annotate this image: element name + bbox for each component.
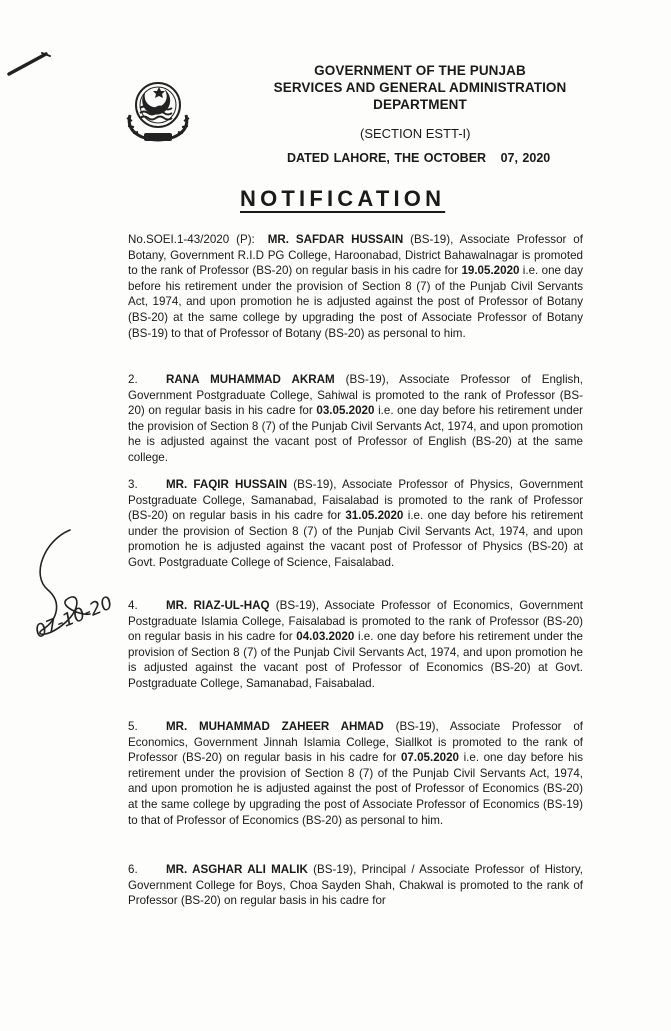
paragraph-text: (BS-19), Principal / Associate Professor of History, Government College for Boys, Choa Sayden Shah, Chakwal is promoted to the rank of Professor (BS-20) on regular basis in his cadre for (128, 863, 583, 908)
header-line-1: GOVERNMENT OF THE PUNJAB (314, 63, 526, 78)
paragraph-number: 6. (128, 863, 138, 876)
section-label: (SECTION ESTT-I) (360, 126, 471, 141)
paragraph-number: 2. (128, 373, 138, 386)
promotion-date: 07.05.2020 (400, 751, 460, 765)
paragraph-6 (128, 862, 583, 909)
paragraph-number: 4. (128, 599, 138, 612)
officer-name: MR. FAQIR HUSSAIN (166, 478, 288, 491)
dated-prefix: DATED LAHORE, THE OCTOBER (287, 151, 487, 165)
paragraph-5 (128, 719, 583, 828)
paragraph-text: i.e. one day before his retirement under the provision of Section 8 (7) of the Punjab Civil Servants Act, 1974, and upon promotion he is adjusted against the vacant post of Professor of Physics (BS-20) at Govt. Postgraduate College of Science, Faisalabad. (128, 509, 583, 569)
paragraph-text: (BS-19), Associate Professor of Botany, Government R.I.D PG College, Haroonabad, District Bahawalnagar is promoted to the rank of Professor (BS-20) on regular basis in his cadre for (128, 233, 583, 278)
promotion-date: 19.05.2020 (461, 264, 520, 278)
promotion-date: 03.05.2020 (316, 404, 375, 418)
officer-name: MR. SAFDAR HUSSAIN (267, 233, 404, 246)
paragraph-text: i.e. one day before his retirement under the provision of Section 8 (7) of the Punjab Civil Servants Act, 1974, and upon promotion he is adjusted against the post of Professor of Botany (BS-20) at the same college by upgrading the post of Associate Professor of Botany (BS-19) to that of Professor of Botany (BS-20) as personal to him. (128, 264, 583, 340)
paragraph-text: i.e. one day before his retirement under the provision of Section 8 (7) of the Punjab Civil Servants Act, 1974, and upon promotion he is adjusted against the vacant post of Professor of English (BS-20) at the same college. (128, 404, 584, 464)
promotion-date: 04.03.2020 (296, 630, 355, 644)
paragraph-text: (BS-19), Associate Professor of English, Government Postgraduate College, Sahiwal is promoted to the rank of Professor (BS-20) on regular basis in his cadre for (128, 373, 583, 418)
reference-number: No.SOEI.1-43/2020 (P): (128, 233, 255, 246)
paragraph-text: i.e. one day before his retirement under the provision of Section 8 (7) of the Punjab Civil Servants Act, 1974, and upon promotion he is adjusted against the post of Professor of Economics (BS-20) at the same college by upgrading the post of Associate Professor of Economics (BS-19) to that of Professor of Economics (BS-20) as personal to him. (128, 751, 583, 827)
paragraph-text: (BS-19), Associate Professor of Physics, Government Postgraduate College, Samanabad, Faisalabad is promoted to the rank of Professor (BS-20) on regular basis in his cadre for (128, 478, 583, 523)
page-title: NOTIFICATION (240, 186, 446, 211)
header-line-3: DEPARTMENT (373, 97, 467, 112)
officer-name: MR. MUHAMMAD ZAHEER AHMAD (166, 720, 384, 733)
officer-name: MR. ASGHAR ALI MALIK (166, 863, 308, 876)
paragraph-3 (128, 477, 583, 571)
punjab-government-emblem (122, 75, 194, 147)
officer-name: MR. RIAZ-UL-HAQ (166, 599, 270, 612)
paragraph-1 (128, 232, 583, 341)
dated-day: 07, 2020 (500, 151, 551, 165)
handwritten-date: 07-10-20 (32, 592, 116, 643)
header-line-2: SERVICES AND GENERAL ADMINISTRATION (273, 80, 567, 95)
handwritten-signature (20, 520, 150, 655)
paragraph-text: (BS-19), Associate Professor of Economics, Government Postgraduate Islamia College, Faisalabad is promoted to the rank of Professor (BS-20) on regular basis in his cadre for (128, 599, 583, 644)
paragraph-2 (128, 372, 583, 466)
paragraph-number: 5. (128, 720, 138, 733)
dated-line (287, 151, 550, 165)
pen-stroke-mark (6, 50, 52, 85)
officer-name: RANA MUHAMMAD AKRAM (166, 373, 335, 386)
letterhead (250, 62, 590, 113)
paragraph-text: i.e. one day before his retirement under the provision of Section 8 (7) of the Punjab Civil Servants Act, 1974, and upon promotion he is adjusted against the vacant post of Professor of Economics (BS-20) at Govt. Postgraduate College, Samanabad, Faisabalad. (128, 630, 583, 690)
paragraph-text: (BS-19), Associate Professor of Economics, Government Jinnah Islamia College, Siallkot is promoted to the rank of Professor (BS-20) on regular basis in his cadre for (128, 720, 583, 765)
promotion-date: 31.05.2020 (345, 509, 404, 523)
paragraph-number: 3. (128, 478, 138, 491)
paragraph-4 (128, 598, 583, 692)
